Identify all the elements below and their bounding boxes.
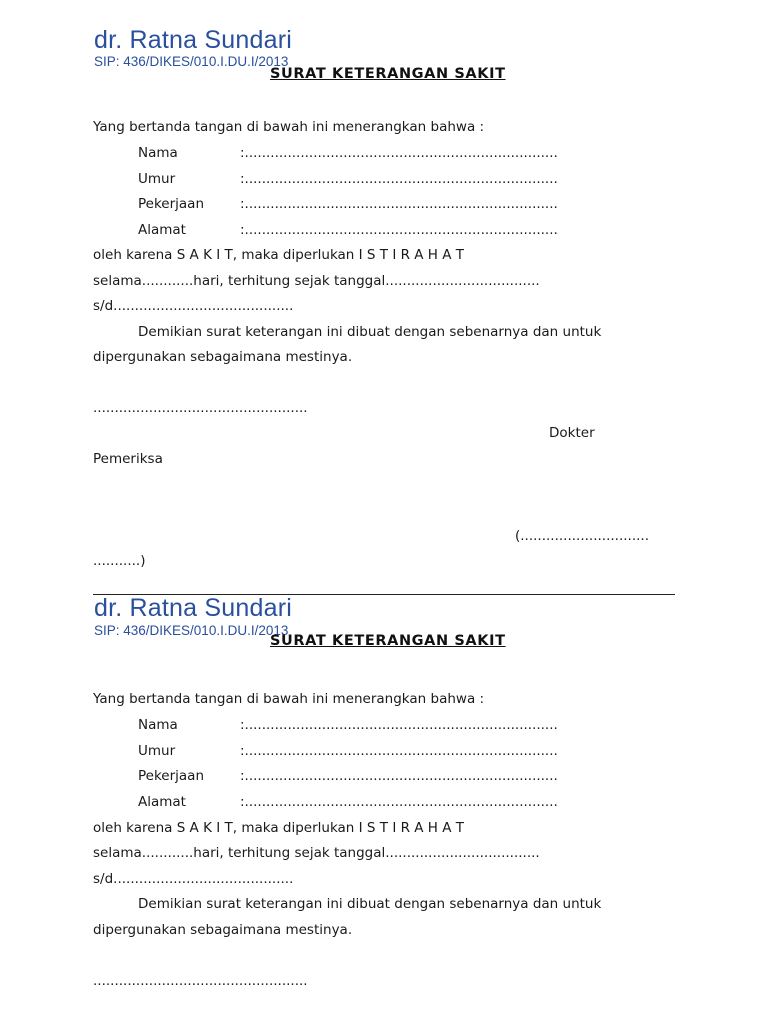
sick-statement: oleh karena S A K I T, maka diperlukan I S T I R A H A T <box>93 820 465 836</box>
field-value-alamat: :......................................................................... <box>240 222 558 238</box>
place-date-blank: .................................................. <box>93 973 308 989</box>
field-value-alamat: :......................................................................... <box>240 794 558 810</box>
closing-statement-cont: dipergunakan sebagaimana mestinya. <box>93 922 353 938</box>
doctor-name-header: dr. Ratna Sundari <box>94 594 292 622</box>
field-value-pekerjaan: :......................................................................... <box>240 196 558 212</box>
signature-blank: (.............................. <box>515 528 650 544</box>
sick-statement: oleh karena S A K I T, maka diperlukan I S T I R A H A T <box>93 247 465 263</box>
field-value-nama: :......................................................................... <box>240 717 558 733</box>
rest-until: s/d.......................................... <box>93 298 294 314</box>
intro-text: Yang bertanda tangan di bawah ini menerangkan bahwa : <box>93 119 485 135</box>
field-label-nama: Nama <box>138 717 178 733</box>
field-label-nama: Nama <box>138 145 178 161</box>
signer-title-cont: Pemeriksa <box>93 451 163 467</box>
field-value-pekerjaan: :......................................................................... <box>240 768 558 784</box>
field-label-alamat: Alamat <box>138 794 186 810</box>
closing-statement: Demikian surat keterangan ini dibuat dengan sebenarnya dan untuk <box>138 896 602 912</box>
field-label-umur: Umur <box>138 743 176 759</box>
rest-period: selama............hari, terhitung sejak tanggal.................................... <box>93 273 540 289</box>
field-value-umur: :......................................................................... <box>240 171 558 187</box>
doctor-sip-header: SIP: 436/DIKES/010.I.DU.I/2013 <box>94 623 289 638</box>
field-label-pekerjaan: Pekerjaan <box>138 196 205 212</box>
letter-title: SURAT KETERANGAN SAKIT <box>270 633 506 649</box>
intro-text: Yang bertanda tangan di bawah ini menerangkan bahwa : <box>93 691 485 707</box>
closing-statement-cont: dipergunakan sebagaimana mestinya. <box>93 349 353 365</box>
signer-title: Dokter <box>549 425 595 441</box>
letter-title: SURAT KETERANGAN SAKIT <box>270 66 506 82</box>
field-value-nama: :......................................................................... <box>240 145 558 161</box>
signature-blank-cont: ...........) <box>93 553 146 569</box>
rest-until: s/d.......................................... <box>93 871 294 887</box>
place-date-blank: .................................................. <box>93 400 308 416</box>
doctor-name-header: dr. Ratna Sundari <box>94 26 292 54</box>
doctor-sip-header: SIP: 436/DIKES/010.I.DU.I/2013 <box>94 54 289 69</box>
field-label-pekerjaan: Pekerjaan <box>138 768 205 784</box>
field-value-umur: :......................................................................... <box>240 743 558 759</box>
field-label-umur: Umur <box>138 171 176 187</box>
rest-period: selama............hari, terhitung sejak tanggal.................................... <box>93 845 540 861</box>
field-label-alamat: Alamat <box>138 222 186 238</box>
closing-statement: Demikian surat keterangan ini dibuat dengan sebenarnya dan untuk <box>138 324 602 340</box>
